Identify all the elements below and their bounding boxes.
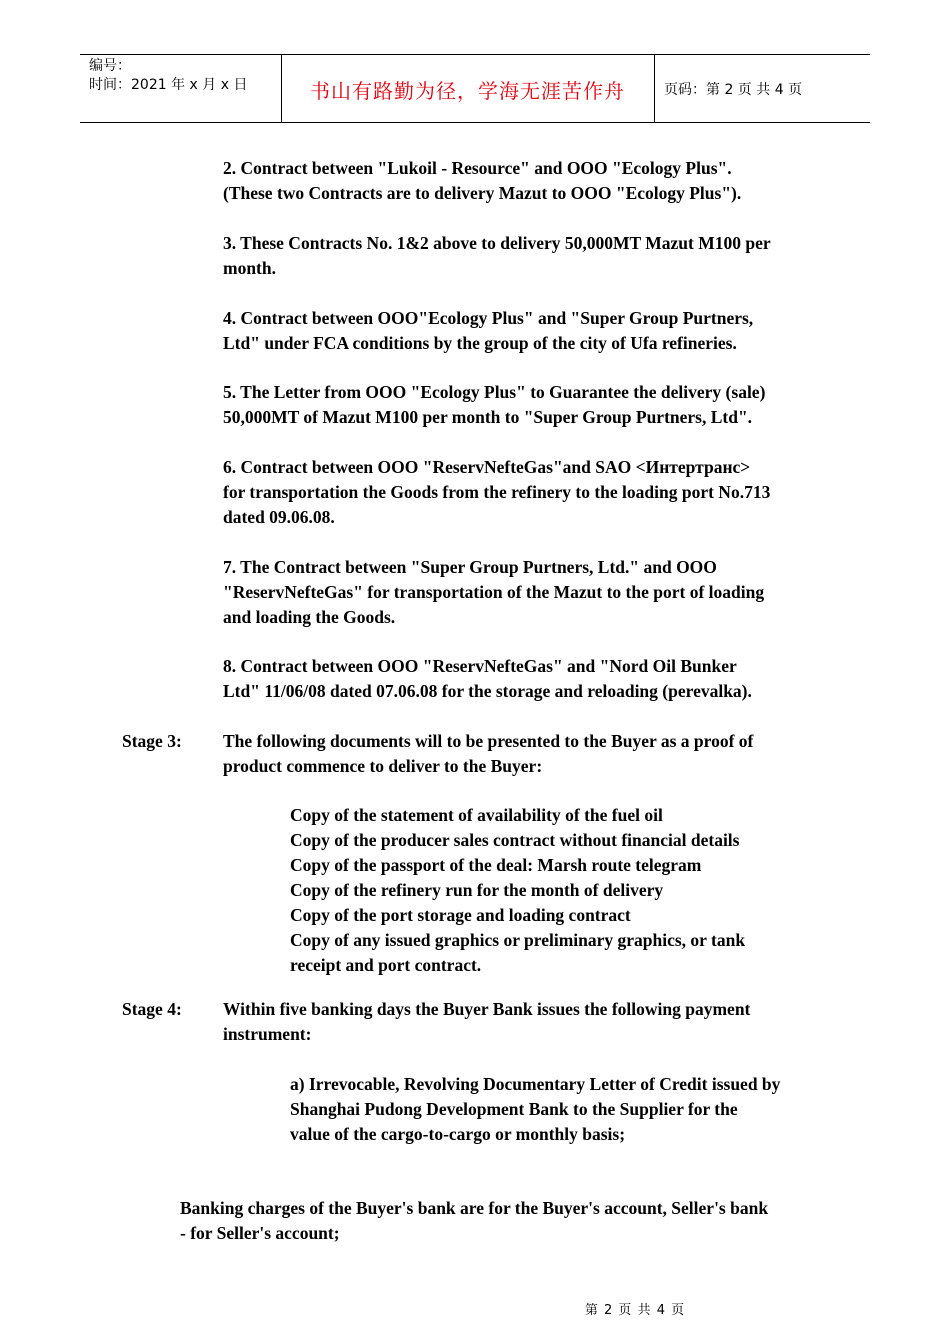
paragraph-5 xyxy=(223,380,833,430)
paragraph-line: Shanghai Pudong Development Bank to the Supplier for the xyxy=(290,1099,738,1119)
stage-3-document-list xyxy=(290,803,835,978)
paragraph-line: instrument: xyxy=(223,1024,312,1044)
paragraph-line: The following documents will to be presented to the Buyer as a proof of xyxy=(223,731,754,751)
document-number-label: 编号： xyxy=(89,58,131,74)
paragraph-line: value of the cargo-to-cargo or monthly basis; xyxy=(290,1124,626,1144)
document-date: 时间：2021 年 x 月 x 日 xyxy=(89,77,248,93)
paragraph-line: Ltd" 11/06/08 dated 07.06.08 for the storage and reloading (perevalka). xyxy=(223,681,752,701)
paragraph-line: 50,000MT of Mazut M100 per month to "Super Group Purtners, Ltd". xyxy=(223,407,753,427)
paragraph-line: 3. These Contracts No. 1&2 above to delivery 50,000MT Mazut M100 per xyxy=(223,233,771,253)
paragraph-line: "ReservNefteGas" for transportation of the Mazut to the port of loading xyxy=(223,582,765,602)
header-motto: 书山有路勤为径，学海无涯苦作舟 xyxy=(310,79,625,103)
paragraph-3 xyxy=(223,231,833,281)
header-top-rule xyxy=(80,54,870,55)
stage-3-text xyxy=(223,729,833,779)
paragraph-line: Ltd" under FCA conditions by the group of the city of Ufa refineries. xyxy=(223,333,737,353)
paragraph-line: a) Irrevocable, Revolving Documentary Letter of Credit issued by xyxy=(290,1074,781,1094)
paragraph-line: - for Seller's account; xyxy=(180,1223,340,1243)
paragraph-line: 4. Contract between OOO"Ecology Plus" and "Super Group Purtners, xyxy=(223,308,754,328)
list-item: Copy of the refinery run for the month of delivery xyxy=(290,880,664,900)
paragraph-line: Within five banking days the Buyer Bank issues the following payment xyxy=(223,999,751,1019)
paragraph-line: for transportation the Goods from the refinery to the loading port No.713 xyxy=(223,482,771,502)
banking-charges-paragraph xyxy=(180,1196,830,1246)
paragraph-line: month. xyxy=(223,258,276,278)
paragraph-line: and loading the Goods. xyxy=(223,607,396,627)
paragraph-line: 2. Contract between "Lukoil - Resource" and OOO "Ecology Plus". xyxy=(223,158,732,178)
paragraph-line: 7. The Contract between "Super Group Purtners, Ltd." and OOO xyxy=(223,557,717,577)
paragraph-2 xyxy=(223,156,833,206)
paragraph-7 xyxy=(223,555,833,630)
header-bottom-rule xyxy=(80,122,870,123)
list-item: Copy of the port storage and loading contract xyxy=(290,905,631,925)
paragraph-line: dated 09.06.08. xyxy=(223,507,335,527)
list-item: receipt and port contract. xyxy=(290,955,482,975)
page-footer: 第 2 页 共 4 页 xyxy=(584,1303,686,1318)
list-item: Copy of the producer sales contract without financial details xyxy=(290,830,740,850)
paragraph-line: 8. Contract between OOO "ReservNefteGas" and "Nord Oil Bunker xyxy=(223,656,737,676)
list-item: Copy of the passport of the deal: Marsh route telegram xyxy=(290,855,702,875)
header-page-info: 页码：第 2 页 共 4 页 xyxy=(664,82,803,98)
paragraph-6 xyxy=(223,455,833,530)
list-item: Copy of any issued graphics or preliminary graphics, or tank xyxy=(290,930,746,950)
paragraph-line: Banking charges of the Buyer's bank are for the Buyer's account, Seller's bank xyxy=(180,1198,769,1218)
stage-4-text xyxy=(223,997,833,1047)
paragraph-line: 5. The Letter from OOO "Ecology Plus" to Guarantee the delivery (sale) xyxy=(223,382,766,402)
paragraph-line: (These two Contracts are to delivery Mazut to OOO "Ecology Plus"). xyxy=(223,183,742,203)
header-divider-right xyxy=(654,54,655,123)
stage-3-label: Stage 3: xyxy=(122,731,182,751)
paragraph-line: product commence to deliver to the Buyer: xyxy=(223,756,543,776)
stage-4-label: Stage 4: xyxy=(122,999,182,1019)
list-item: Copy of the statement of availability of the fuel oil xyxy=(290,805,663,825)
header-meta xyxy=(89,57,247,95)
payment-instrument-item xyxy=(290,1072,835,1147)
paragraph-8 xyxy=(223,654,833,704)
paragraph-line: 6. Contract between OOO "ReservNefteGas"and SAO <Интертранс> xyxy=(223,457,751,477)
paragraph-4 xyxy=(223,306,833,356)
